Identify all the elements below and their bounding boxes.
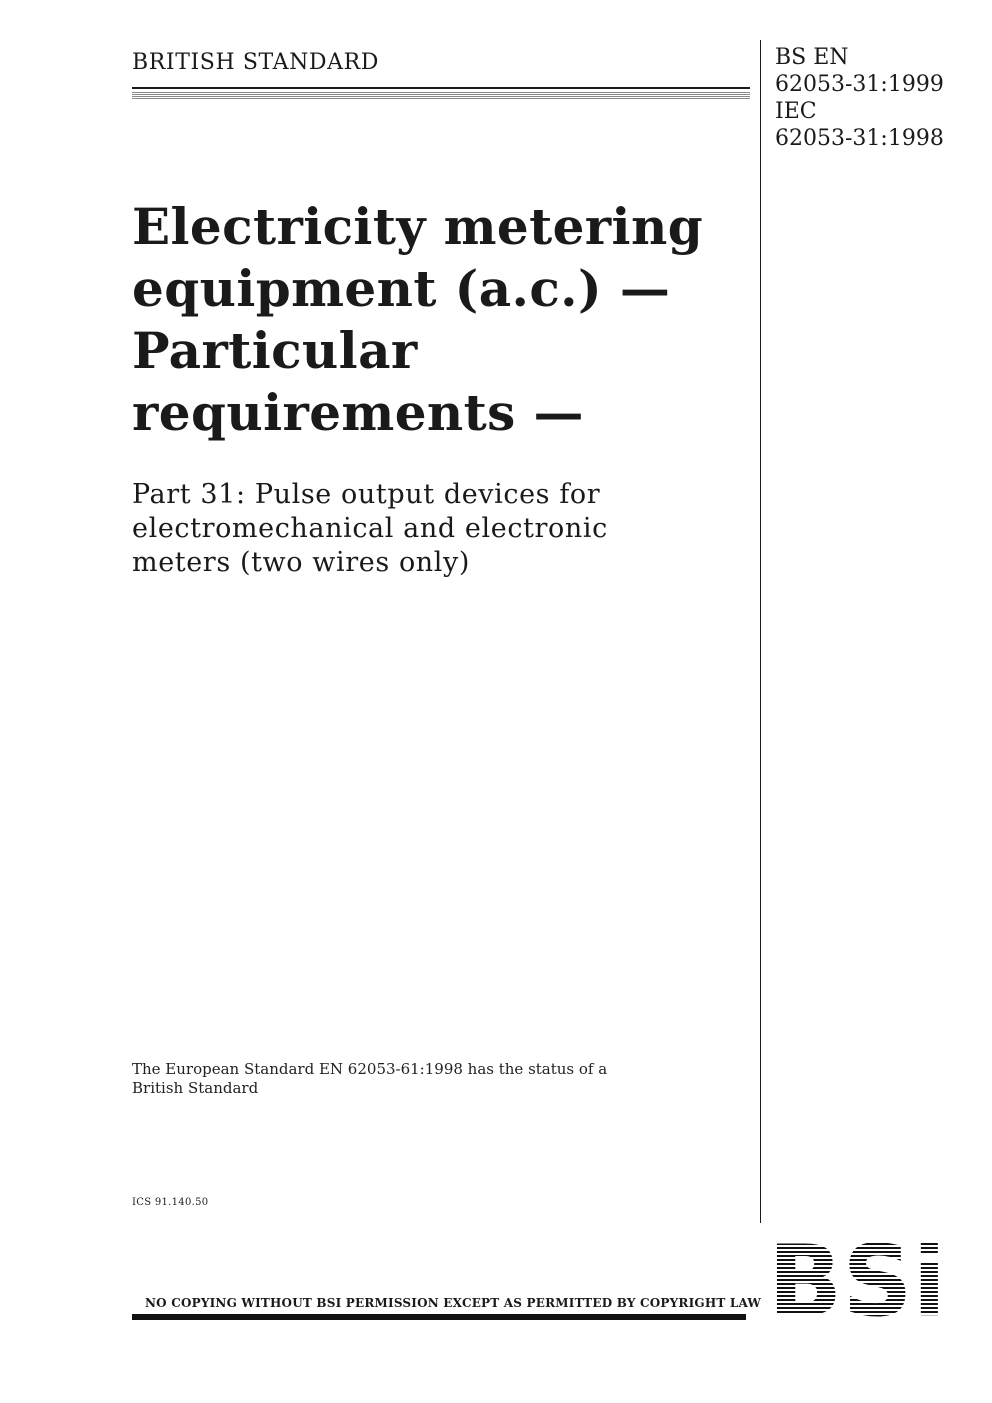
identifier-bs-en-number: 62053-31:1999 [775,72,944,97]
document-subtitle [132,478,742,580]
identifier-bs-en: BS EN [775,45,849,70]
title-line: Electricity metering [132,197,704,256]
ics-code: ICS 91.140.50 [132,1197,209,1208]
status-note-line: British Standard [132,1079,259,1097]
document-title [132,196,742,444]
copyright-notice: NO COPYING WITHOUT BSI PERMISSION EXCEPT AS PERMITTED BY COPYRIGHT LAW [145,1296,762,1310]
header-shaded-band [132,92,750,100]
column-divider [760,40,761,1223]
bsi-logo-icon [768,1243,946,1321]
identifier-iec-number: 62053-31:1998 [775,126,944,151]
subtitle-line: Part 31: Pulse output devices for [132,479,601,510]
status-note-line: The European Standard EN 62053-61:1998 has the status of a [132,1060,608,1078]
subtitle-line: meters (two wires only) [132,547,471,578]
status-note [132,1060,607,1098]
standard-type-label: BRITISH STANDARD [132,50,380,75]
footer-rule [132,1314,746,1320]
title-line: equipment (a.c.) — [132,259,671,318]
subtitle-line: electromechanical and electronic [132,513,608,544]
title-line: requirements — [132,383,584,442]
standard-identifiers [775,44,944,152]
identifier-iec: IEC [775,99,817,124]
title-line: Particular [132,321,418,380]
header-rule [132,87,750,89]
